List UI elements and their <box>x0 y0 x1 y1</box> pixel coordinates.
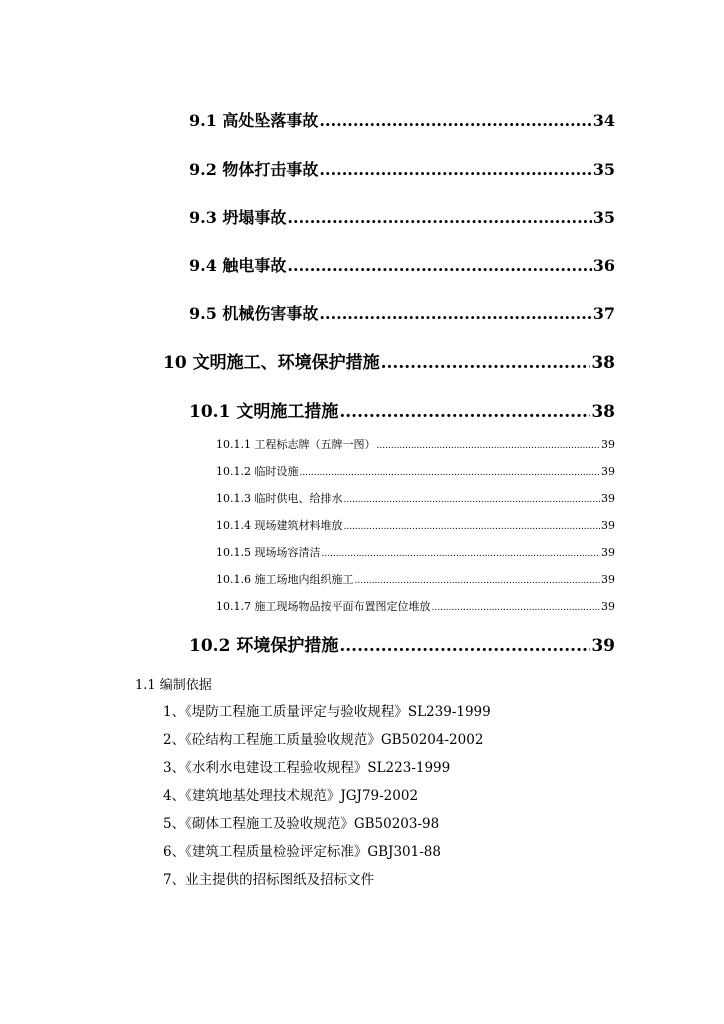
toc-leader-dots <box>287 256 591 275</box>
toc-entry-title: 10.2 环境保护措施 <box>189 636 339 656</box>
list-item: 5、《砌体工程施工及验收规范》GB50203-98 <box>163 816 440 832</box>
list-item: 1、《堤防工程施工质量评定与验收规程》SL239-1999 <box>163 704 491 720</box>
toc-entry[interactable] <box>189 108 615 131</box>
section-heading: 1.1 编制依据 <box>135 678 212 693</box>
toc-entry-page: 39 <box>601 519 615 532</box>
toc-entry-page: 39 <box>601 465 615 478</box>
toc-leader-dots <box>319 160 591 179</box>
toc-entry-title: 10.1 文明施工措施 <box>189 402 339 422</box>
toc-leader-dots <box>354 573 600 586</box>
toc-entry-page: 35 <box>592 208 615 227</box>
toc-entry[interactable] <box>216 571 615 587</box>
toc-entry-page: 37 <box>592 304 615 323</box>
toc-entry-page: 39 <box>601 573 615 586</box>
toc-entry-page: 39 <box>591 636 615 656</box>
toc-entry-title: 10.1.2 临时设施 <box>216 465 299 478</box>
toc-leader-dots <box>339 636 590 656</box>
toc-entry-page: 39 <box>601 492 615 505</box>
list-item: 6、《建筑工程质量检验评定标准》GBJ301-88 <box>163 844 441 860</box>
toc-entry[interactable] <box>189 631 615 656</box>
toc-entry-title: 10.1.4 现场建筑材料堆放 <box>216 519 343 532</box>
toc-entry[interactable] <box>189 253 615 276</box>
toc-entry-title: 10.1.3 临时供电、给排水 <box>216 492 343 505</box>
toc-entry-title: 9.1 高处坠落事故 <box>189 111 319 130</box>
toc-entry-title: 9.4 触电事故 <box>189 256 287 275</box>
toc-entry-title: 9.5 机械伤害事故 <box>189 304 319 323</box>
toc-leader-dots <box>343 519 600 532</box>
toc-entry-page: 38 <box>591 402 615 422</box>
toc-entry-title: 10.1.6 施工场地内组织施工 <box>216 573 354 586</box>
toc-entry-page: 36 <box>592 256 615 275</box>
toc-entry-title: 10 文明施工、环境保护措施 <box>163 353 380 373</box>
toc-leader-dots <box>319 304 591 323</box>
list-item: 3、《水利水电建设工程验收规程》SL223-1999 <box>163 760 451 776</box>
toc-entry[interactable] <box>216 463 615 479</box>
toc-entry-page: 39 <box>601 600 615 613</box>
toc-entry-page: 39 <box>601 438 615 451</box>
toc-leader-dots <box>431 600 600 613</box>
toc-leader-dots <box>376 438 600 451</box>
toc-entry-page: 34 <box>592 111 615 130</box>
toc-entry-page: 39 <box>601 546 615 559</box>
toc-entry[interactable] <box>189 397 615 422</box>
toc-leader-dots <box>343 492 600 505</box>
toc-entry-title: 10.1.1 工程标志牌（五牌一图） <box>216 438 376 451</box>
toc-leader-dots <box>287 208 591 227</box>
toc-entry-page: 35 <box>592 160 615 179</box>
toc-entry-page: 38 <box>591 353 615 373</box>
toc-entry[interactable] <box>189 205 615 228</box>
toc-leader-dots <box>339 402 590 422</box>
toc-leader-dots <box>321 546 600 559</box>
toc-entry[interactable] <box>216 598 615 614</box>
toc-entry[interactable] <box>216 436 615 452</box>
toc-entry-title: 9.2 物体打击事故 <box>189 160 319 179</box>
toc-entry[interactable] <box>189 301 615 324</box>
toc-leader-dots <box>381 353 591 373</box>
toc-leader-dots <box>299 465 600 478</box>
toc-leader-dots <box>319 111 591 130</box>
toc-entry[interactable] <box>216 544 615 560</box>
toc-entry[interactable] <box>216 490 615 506</box>
toc-entry[interactable] <box>189 157 615 180</box>
toc-entry[interactable] <box>216 517 615 533</box>
toc-entry-title: 9.3 坍塌事故 <box>189 208 287 227</box>
toc-entry-title: 10.1.7 施工现场物品按平面布置图定位堆放 <box>216 600 431 613</box>
toc-entry-title: 10.1.5 现场场容清洁 <box>216 546 321 559</box>
list-item: 7、业主提供的招标图纸及招标文件 <box>163 872 375 888</box>
toc-entry[interactable] <box>163 348 615 373</box>
list-item: 4、《建筑地基处理技术规范》JGJ79-2002 <box>163 788 419 804</box>
list-item: 2、《砼结构工程施工质量验收规范》GB50204-2002 <box>163 732 484 748</box>
